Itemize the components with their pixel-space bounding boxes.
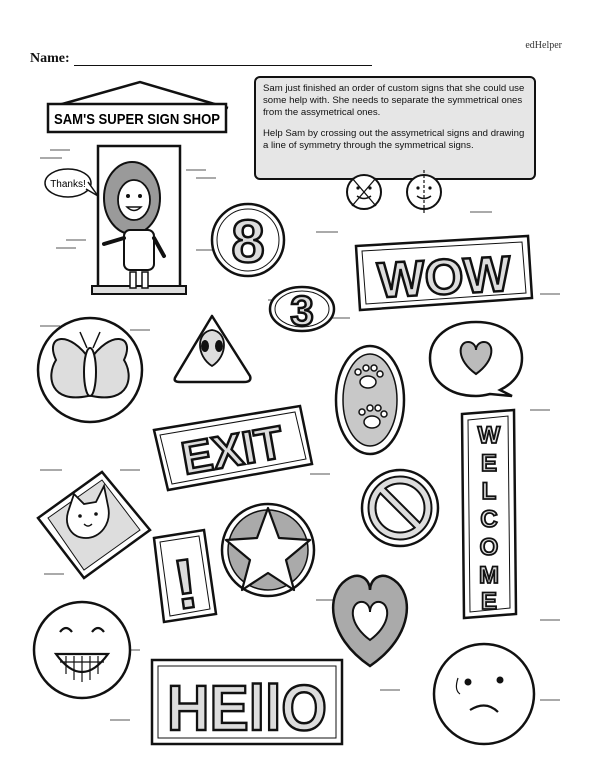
instructions-paragraph-2: Help Sam by crossing out the assymetrical signs and drawing a line of symmetry through the symmetrical signs. [263, 128, 525, 151]
sign-paw [336, 346, 404, 454]
three-text: 3 [290, 287, 314, 334]
wow-text: WOW [376, 245, 513, 309]
hello-text: HEllO [167, 672, 327, 744]
sign-cat [38, 472, 150, 578]
sign-welcome [462, 410, 516, 618]
brand-label: edHelper [525, 40, 562, 51]
eight-text: 8 [231, 208, 265, 275]
sign-butterfly [38, 318, 142, 422]
welcome-letter: L [481, 478, 497, 505]
instructions-paragraph-1: Sam just finished an order of custom signs that she could use some help with. She needs to separate the symmetrical ones from the assymetrical ones. [263, 83, 525, 118]
example-face-symmetry-line [407, 170, 441, 214]
sign-alien [175, 316, 251, 382]
sign-hello [152, 660, 342, 744]
welcome-letter: M [479, 562, 499, 589]
sign-heart [333, 576, 407, 666]
sign-wow [356, 236, 532, 310]
sign-star [222, 504, 314, 596]
thanks-text: Thanks! [50, 179, 86, 190]
exit-text: EXIT [177, 415, 288, 485]
welcome-letter: E [480, 450, 498, 477]
welcome-letter: O [479, 534, 499, 561]
sign-no-symbol [362, 470, 438, 546]
sign-grin-face [34, 602, 130, 698]
sign-wry-face [434, 644, 534, 744]
sign-exit [154, 406, 312, 490]
welcome-letter: E [480, 588, 498, 615]
name-label: Name: [30, 51, 70, 66]
sign-eight [212, 204, 284, 276]
thanks-speech-bubble [45, 169, 98, 197]
exclamation-text: ! [168, 543, 203, 625]
welcome-letter: W [477, 422, 501, 449]
welcome-letter: C [480, 506, 498, 533]
shop-sign-text: SAM'S SUPER SIGN SHOP [54, 111, 220, 128]
sign-heart-bubble [430, 322, 522, 396]
sign-exclamation [154, 530, 216, 624]
example-face-crossed [347, 175, 381, 209]
sign-three [270, 287, 334, 334]
